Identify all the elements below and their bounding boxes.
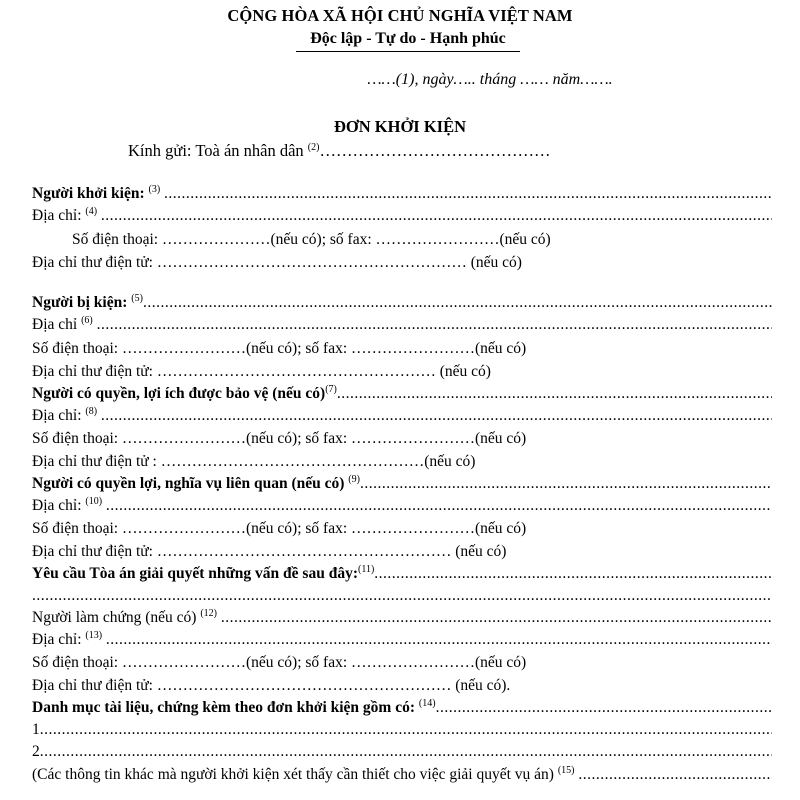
documents-fill xyxy=(436,697,772,719)
protected-party-line[interactable] xyxy=(32,383,772,405)
related-party-note: (9) xyxy=(348,474,360,485)
protected-party-phone-line[interactable]: Số điện thoại: ……………………(nếu có); số fax: ……………………(nếu có) xyxy=(32,430,527,447)
documents-line[interactable] xyxy=(32,697,772,719)
witness-note: (12) xyxy=(200,608,217,619)
greeting-note: (2) xyxy=(307,142,320,153)
requests-blank-fill xyxy=(32,585,772,607)
place-date-line: ……(1), ngày….. tháng …… năm……. xyxy=(367,71,613,88)
witness-address-note: (13) xyxy=(85,630,103,641)
witness-label: Người làm chứng (nếu có) xyxy=(32,609,197,626)
witness-fill xyxy=(221,607,772,629)
document-item-number: 2 xyxy=(32,743,40,760)
national-name: CỘNG HÒA XÃ HỘI CHỦ NGHĨA VIỆT NAM xyxy=(227,6,573,25)
requests-fill xyxy=(374,563,772,585)
protected-party-email-line[interactable]: Địa chỉ thư điện tử : ……………………………………………(nếu có) xyxy=(32,453,476,470)
related-party-address-label: Địa chỉ: xyxy=(32,497,82,514)
requests-blank-line[interactable] xyxy=(32,585,772,607)
related-party-fill xyxy=(360,473,772,495)
plaintiff-fill xyxy=(164,183,772,205)
witness-line[interactable] xyxy=(32,607,772,629)
documents-note: (14) xyxy=(418,698,436,709)
plaintiff-phone-line[interactable]: Số điện thoại: …………………(nếu có); số fax: ……………………(nếu có) xyxy=(72,231,551,248)
defendant-address-note: (6) xyxy=(81,315,93,326)
plaintiff-address-label: Địa chỉ: xyxy=(32,207,82,224)
requests-label: Yêu cầu Tòa án giải quyết những vấn đề sau đây: xyxy=(32,565,358,582)
witness-phone-line[interactable]: Số điện thoại: ……………………(nếu có); số fax: ……………………(nếu có) xyxy=(32,654,527,671)
protected-party-label: Người có quyền, lợi ích được bảo vệ (nếu có) xyxy=(32,385,326,402)
witness-email-line[interactable]: Địa chỉ thư điện tử: ………………………………………………… (nếu có). xyxy=(32,677,511,694)
document-item-1[interactable] xyxy=(32,719,772,741)
document-item-fill xyxy=(40,719,772,741)
related-party-email-line[interactable]: Địa chỉ thư điện tử: ………………………………………………… (nếu có) xyxy=(32,543,507,560)
related-party-address-line[interactable] xyxy=(32,495,772,517)
greeting-text: Kính gửi: Toà án nhân dân xyxy=(128,141,304,160)
document-item-2[interactable] xyxy=(32,741,772,763)
defendant-address-line[interactable] xyxy=(32,314,772,336)
plaintiff-note: (3) xyxy=(148,184,161,195)
protected-party-address-label: Địa chỉ: xyxy=(32,407,82,424)
requests-note: (11) xyxy=(357,564,375,575)
national-motto: Độc lập - Tự do - Hạnh phúc xyxy=(296,30,520,52)
plaintiff-email-line[interactable]: Địa chỉ thư điện tử: …………………………………………………… (nếu có) xyxy=(32,254,522,271)
witness-address-fill xyxy=(106,629,772,651)
plaintiff-address-note: (4) xyxy=(85,206,98,217)
related-party-line[interactable] xyxy=(32,473,772,495)
motto-wrap xyxy=(0,30,800,52)
plaintiff-label: Người khởi kiện: xyxy=(32,185,145,202)
defendant-fill xyxy=(143,292,772,314)
defendant-line[interactable] xyxy=(32,292,772,314)
other-info-note: (15) xyxy=(557,765,575,776)
other-info-label: (Các thông tin khác mà người khởi kiện xét thấy cần thiết cho việc giải quyết vụ án) xyxy=(32,766,554,783)
documents-label: Danh mục tài liệu, chứng kèm theo đơn khởi kiện gồm có: xyxy=(32,699,416,716)
related-party-phone-line[interactable]: Số điện thoại: ……………………(nếu có); số fax: ……………………(nếu có) xyxy=(32,520,527,537)
document-item-number: 1 xyxy=(32,721,40,738)
related-party-address-note: (10) xyxy=(85,496,103,507)
other-info-line[interactable] xyxy=(32,764,772,786)
protected-party-address-line[interactable] xyxy=(32,405,772,427)
plaintiff-address-line[interactable] xyxy=(32,205,772,227)
protected-party-fill xyxy=(337,383,772,405)
document-title: ĐƠN KHỞI KIỆN xyxy=(333,117,467,136)
defendant-address-fill xyxy=(97,314,772,336)
related-party-address-fill xyxy=(106,495,772,517)
defendant-phone-line[interactable]: Số điện thoại: ……………………(nếu có); số fax: ……………………(nếu có) xyxy=(32,340,527,357)
defendant-address-label: Địa chỉ xyxy=(32,316,78,333)
protected-party-note: (7) xyxy=(325,384,337,395)
other-info-fill xyxy=(578,764,772,786)
plaintiff-address-fill xyxy=(101,205,772,227)
plaintiff-line[interactable] xyxy=(32,183,772,205)
greeting-line xyxy=(128,141,550,161)
defendant-note: (5) xyxy=(131,293,143,304)
witness-address-line[interactable] xyxy=(32,629,772,651)
requests-line[interactable] xyxy=(32,563,772,585)
witness-address-label: Địa chỉ: xyxy=(32,631,82,648)
related-party-label: Người có quyền lợi, nghĩa vụ liên quan (nếu có) xyxy=(32,475,345,492)
protected-party-address-fill xyxy=(101,405,772,427)
protected-party-address-note: (8) xyxy=(85,406,98,417)
document-item-fill xyxy=(40,741,772,763)
defendant-email-line[interactable]: Địa chỉ thư điện tử: ……………………………………………… (nếu có) xyxy=(32,363,491,380)
greeting-dots: …………………………………… xyxy=(319,141,551,160)
defendant-label: Người bị kiện: xyxy=(32,294,128,311)
